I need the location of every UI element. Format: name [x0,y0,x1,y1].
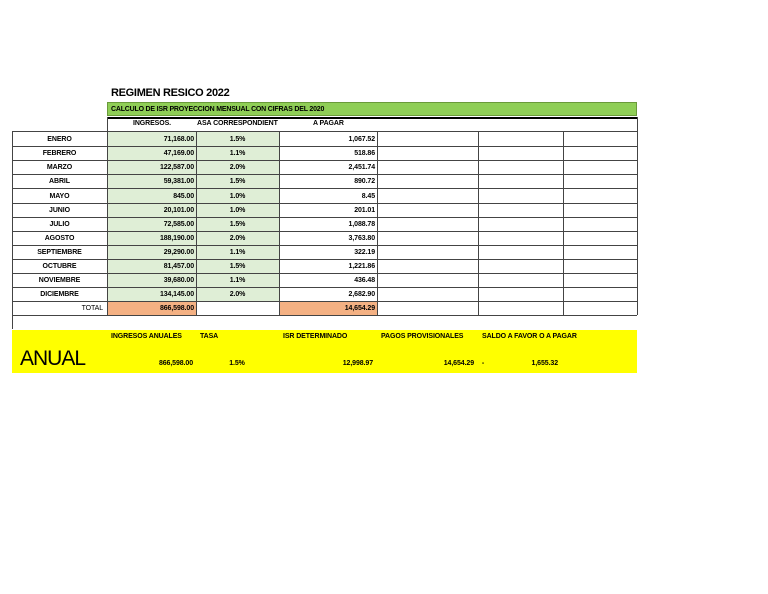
row-pagar: 1,067.52 [348,136,375,143]
annual-header-isr: ISR DETERMINADO [283,333,348,340]
row-ingresos: 47,169.00 [163,150,194,157]
row-month: NOVIEMBRE [38,277,81,284]
grid-vline [478,131,479,315]
row-tasa: 1.1% [229,277,246,284]
annual-header-saldo: SALDO A FAVOR O A PAGAR [482,333,577,340]
row-pagar: 518.86 [354,150,375,157]
row-month: AGOSTO [44,235,75,242]
row-month: DICIEMBRE [40,291,79,298]
row-pagar: 2,682.90 [348,291,375,298]
row-pagar: 436.48 [354,277,375,284]
row-tasa: 2.0% [229,164,246,171]
row-tasa: 1.5% [229,178,246,185]
row-month: JUNIO [49,207,70,214]
row-pagar: 2,451.74 [348,164,375,171]
annual-value-dash: - [481,360,485,367]
annual-value-pagos: 14,654.29 [443,360,474,367]
header-ingresos: INGRESOS. [133,120,171,127]
header-top-line [107,117,637,119]
row-pagar: 322.19 [354,249,375,256]
grid-vline [377,131,378,315]
header-tasa: ASA CORRESPONDIENT [197,120,278,127]
row-month: MAYO [49,193,70,200]
annual-value-ingresos: 866,598.00 [158,360,193,367]
row-ingresos: 845.00 [173,193,194,200]
row-month: MARZO [46,164,73,171]
row-ingresos: 81,457.00 [163,263,194,270]
header-a-pagar: A PAGAR [313,120,344,127]
row-month: FEBRERO [42,150,77,157]
row-ingresos: 122,587.00 [159,164,194,171]
row-tasa: 1.1% [229,150,246,157]
annual-header-ingresos: INGRESOS ANUALES [111,333,182,340]
row-tasa: 1.5% [229,136,246,143]
row-ingresos: 71,168.00 [163,136,194,143]
row-tasa: 1.0% [229,193,246,200]
row-ingresos: 188,190.00 [159,235,194,242]
row-ingresos: 39,680.00 [163,277,194,284]
grid-line [12,188,637,189]
row-pagar: 890.72 [354,178,375,185]
row-pagar: 3,763.80 [348,235,375,242]
row-ingresos: 59,381.00 [163,178,194,185]
row-ingresos: 72,585.00 [163,221,194,228]
row-pagar: 8.45 [361,193,375,200]
row-ingresos: 29,290.00 [163,249,194,256]
annual-header-pagos: PAGOS PROVISIONALES [381,333,464,340]
row-tasa: 2.0% [229,291,246,298]
row-tasa: 1.1% [229,249,246,256]
row-month: JULIO [49,221,70,228]
total-label: TOTAL [81,305,103,312]
annual-value-isr: 12,998.97 [342,360,373,367]
row-month: ENERO [47,136,72,143]
subtitle-bar: CALCULO DE ISR PROYECCION MENSUAL CON CIFRAS DEL 2020 [107,102,637,116]
grid-line [12,131,637,132]
grid-vline [563,131,564,315]
annual-value-tasa: 1.5% [229,360,245,367]
row-month: SEPTIEMBRE [37,249,82,256]
row-tasa: 1.5% [229,263,246,270]
total-pagar: 14,654.29 [344,305,375,312]
total-ingresos: 866,598.00 [159,305,194,312]
row-ingresos: 134,145.00 [159,291,194,298]
grid-vline [637,117,638,315]
row-ingresos: 20,101.00 [163,207,194,214]
row-pagar: 1,221.86 [348,263,375,270]
row-pagar: 1,088.78 [348,221,375,228]
grid-line [12,315,637,316]
row-month: OCTUBRE [42,263,77,270]
annual-header-tasa: TASA [200,333,219,340]
annual-value-saldo: 1,655.32 [531,360,558,367]
annual-label: ANUAL [20,347,86,370]
row-tasa: 2.0% [229,235,246,242]
row-month: ABRIL [49,178,70,185]
row-tasa: 1.0% [229,207,246,214]
page-title: REGIMEN RESICO 2022 [111,87,230,99]
row-tasa: 1.5% [229,221,246,228]
row-pagar: 201.01 [354,207,375,214]
